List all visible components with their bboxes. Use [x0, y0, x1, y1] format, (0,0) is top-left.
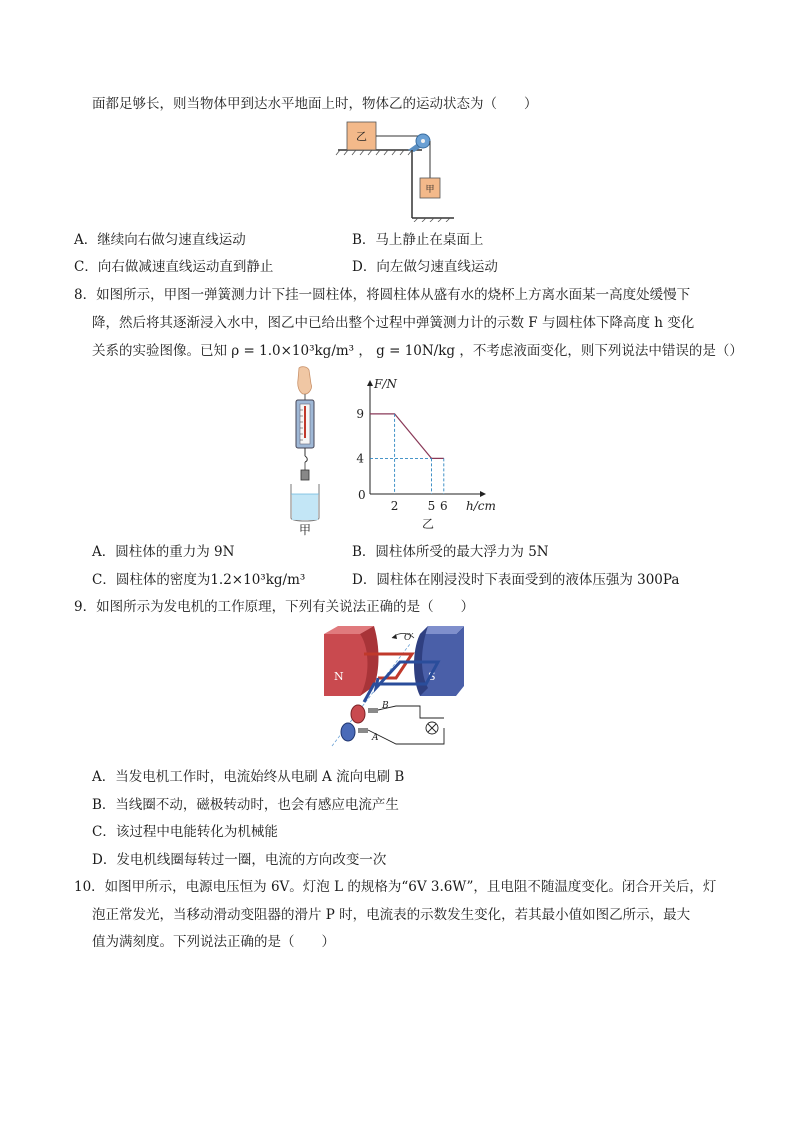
generator-figure: [320, 622, 470, 754]
q9-option-d: D．发电机线圈每转过一圈，电流的方向改变一次: [92, 852, 387, 868]
q7-option-c: C．向右做减速直线运动直到静止: [74, 259, 274, 275]
q7-option-b: B．马上静止在桌面上: [352, 232, 484, 248]
x-axis-arrow: [480, 491, 486, 497]
y-tick-label: 9: [356, 406, 364, 421]
f-h-graph: [348, 372, 508, 532]
q9-option-a: A．当发电机工作时，电流始终从电刷 A 流向电刷 B: [92, 769, 405, 785]
svg-text:A: A: [372, 733, 379, 743]
spring-scale-figure: [285, 366, 335, 536]
q8-option-a: A．圆柱体的重力为 9N: [92, 544, 235, 560]
q10-stem-line3: 值为满刻度。下列说法正确的是（ ）: [92, 934, 335, 950]
q9-stem: 9．如图所示为发电机的工作原理，下列有关说法正确的是（ ）: [74, 599, 475, 615]
q7-option-a: A．继续向右做匀速直线运动: [74, 232, 246, 248]
origin-label: 0: [358, 488, 366, 502]
q8-option-b: B．圆柱体所受的最大浮力为 5N: [352, 544, 549, 560]
hand-icon: [298, 367, 312, 394]
y-axis-arrow: [367, 380, 373, 386]
svg-text:乙: 乙: [356, 130, 367, 143]
svg-text:甲: 甲: [298, 523, 312, 536]
figure-label-yi: 乙: [421, 517, 435, 531]
q7-option-d: D．向左做匀速直线运动: [352, 259, 498, 275]
q8-option-c: C．圆柱体的密度为1.2×10³kg/m³: [92, 572, 306, 588]
y-tick-label: 4: [356, 451, 364, 466]
q9-option-b: B．当线圈不动，磁极转动时，也会有感应电流产生: [92, 797, 399, 813]
y-axis-label: F/N: [374, 377, 397, 391]
x-tick-label: 6: [439, 499, 448, 513]
q10-stem-line1: 10．如图甲所示，电源电压恒为 6V。灯泡 L 的规格为“6V 3.6W”，且电阻不随温度变化。闭合开关后，灯: [74, 879, 717, 895]
q8-stem-line3: 关系的实验图像。已知 ρ = 1.0×10³kg/m³ ， g = 10N/kg ，不考虑液面变化，则下列说法中错误的是（）: [92, 343, 743, 359]
svg-text:甲: 甲: [425, 185, 435, 195]
q9-option-c: C．该过程中电能转化为机械能: [92, 824, 278, 840]
q8-option-d: D．圆柱体在刚浸没时下表面受到的液体压强为 300Pa: [352, 572, 680, 588]
svg-text:S: S: [428, 670, 436, 683]
q10-stem-line2: 泡正常发光，当移动滑动变阻器的滑片 P 时，电流表的示数发生变化，若其最小值如图乙所示，最大: [92, 907, 691, 923]
svg-text:N: N: [334, 670, 344, 683]
q7-pulley-figure: [330, 118, 460, 222]
series-line: [370, 414, 444, 459]
svg-text:O′: O′: [404, 633, 414, 643]
x-tick-label: 2: [390, 499, 399, 513]
q7-stem-tail: 面都足够长，则当物体甲到达水平地面上时，物体乙的运动状态为（ ）: [92, 96, 538, 112]
svg-text:B: B: [382, 701, 389, 711]
q8-stem-line2: 降，然后将其逐渐浸入水中，图乙中已给出整个过程中弹簧测力计的示数 F 与圆柱体下降高度 h 变化: [92, 315, 695, 331]
cylinder: [301, 470, 309, 480]
x-axis-label: h/cm: [466, 499, 496, 513]
q8-stem-line1: 8．如图所示，甲图一弹簧测力计下挂一圆柱体，将圆柱体从盛有水的烧杯上方离水面某一高度处缓慢下: [74, 287, 691, 303]
x-tick-label: 5: [427, 499, 436, 513]
